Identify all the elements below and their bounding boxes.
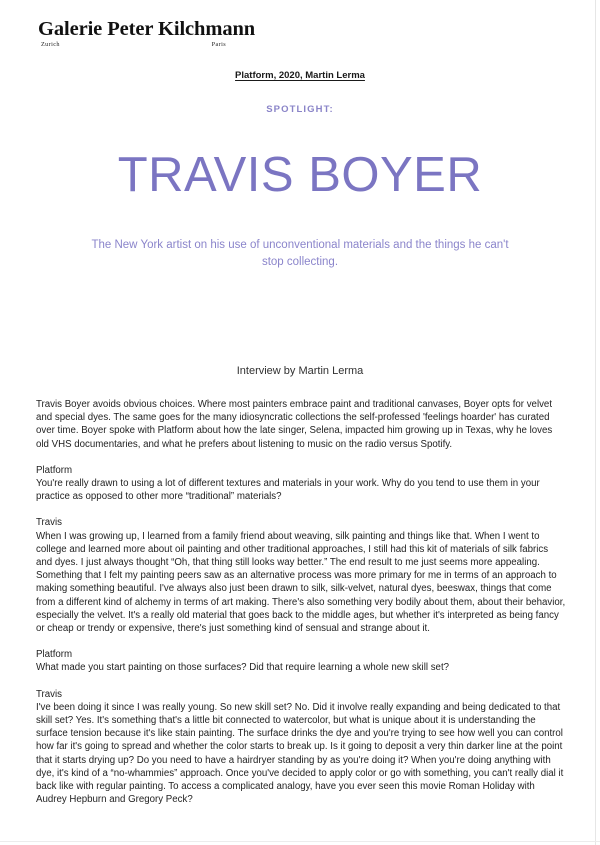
qa-block: [36, 648, 566, 674]
speaker-label: Platform: [36, 649, 73, 661]
article-deck: The New York artist on his use of unconventional materials and the things he can't stop collecting.: [91, 239, 509, 268]
page-edge-bottom: [0, 841, 600, 842]
gallery-cities: [38, 41, 228, 48]
qa-text: When I was growing up, I learned from a family friend about weaving, silk painting and things like that. When I went to college and learned more about oil painting and other traditional approaches, I still had this kit of materials of silk fabrics and dyes. I just always thought “Oh, that thing still looks way better.” The end result to me just seems more appealing. Something that I felt my painting peers saw as an alternative process was more primary for me in terms of an approach to making something beautiful. I've always also just been drawn to silk, silk-velvet, natural dyes, beeswax, things that come from a different kind of alchemy in terms of art making. There's also something very bodily about them, about their behavior, especially the velvet. It's a really old material that goes back to the middle ages, but whether it's interpreted as being fancy or cheap or trendy or expensive, there's just something kind of sensual and strange about it.: [36, 530, 566, 635]
publication-source-line: Platform, 2020, Martin Lerma: [235, 70, 365, 81]
intro-block: [36, 398, 566, 451]
qa-block: [36, 464, 566, 504]
interview-byline: Interview by Martin Lerma: [236, 365, 364, 377]
qa-text: What made you start painting on those surfaces? Did that require learning a whole new skill set?: [36, 662, 450, 674]
article-body: [36, 398, 566, 806]
speaker-label: Travis: [36, 688, 63, 700]
gallery-name: Galerie Peter Kilchmann: [38, 18, 256, 40]
speaker-label: Travis: [36, 517, 63, 529]
qa-block: [36, 516, 566, 635]
qa-text: I've been doing it since I was really young. So new skill set? No. Did it involve really expanding and being dedicated to that skill set? Yes. It's something that's a little bit connected to watercolor, but what is unique about it is understanding the surface tension because it's like stain painting. The surface drinks the dye and you're trying to see how well you can control how far it's going to spread and whether the color starts to break up. Is it going to deposit a very thin darker line at the point that it starts drying up? Do you need to have a hairdryer standing by as you're doing it? When you're doing anything with dye, it's kind of a “no-whammies” approach. Once you've decided to apply color or go with something, you can't really dial it back like with regular painting. To access a complicated analogy, have you ever seen this movie Roman Holiday with Audrey Hepburn and Gregory Peck?: [36, 701, 564, 806]
speaker-label: Platform: [36, 464, 73, 476]
intro-paragraph: Travis Boyer avoids obvious choices. Where most painters embrace paint and traditional canvases, Boyer opts for velvet and special dyes. The same goes for the many idiosyncratic collections the self-professed 'feelings hoarder' has curated over time. Boyer spoke with Platform about how the late singer, Selena, impacted him growing up in Texas, why he loves old VHS documentaries, and what he prefers about listening to music on the radio versus Spotify.: [36, 399, 553, 450]
page-title: TRAVIS BOYER: [117, 148, 483, 202]
gallery-masthead: [38, 18, 256, 48]
qa-text: You're really drawn to using a lot of different textures and materials in your work. Why do you tend to use them in your practice as opposed to other more “traditional” materials?: [36, 478, 540, 503]
gallery-city-zurich: Zurich: [41, 41, 60, 48]
qa-block: [36, 688, 566, 807]
spotlight-kicker: SPOTLIGHT:: [266, 104, 334, 115]
page-edge-right: [595, 0, 596, 845]
gallery-city-paris: Paris: [211, 41, 226, 48]
